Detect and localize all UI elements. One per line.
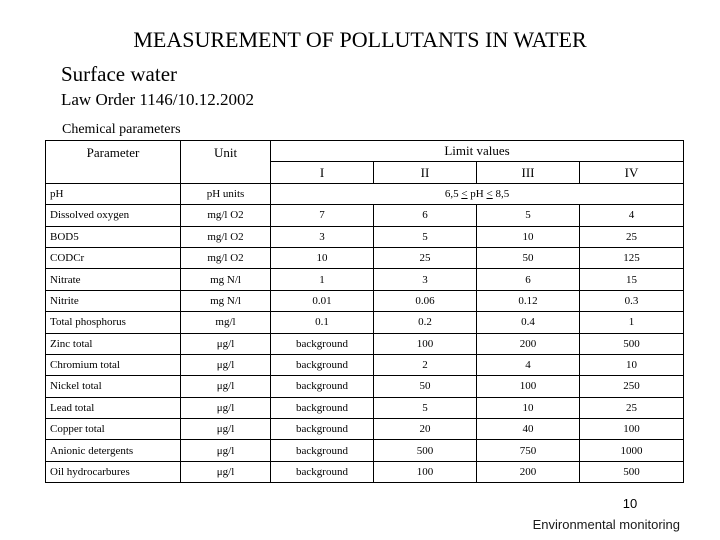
cell-limit-value: 15 <box>580 269 684 290</box>
cell-parameter: BOD5 <box>46 226 181 247</box>
cell-limit-value: 200 <box>477 461 580 482</box>
cell-limit-value: 750 <box>477 440 580 461</box>
table-row <box>46 205 684 226</box>
cell-limit-value: 0.01 <box>271 290 374 311</box>
cell-limit-value: 0.1 <box>271 312 374 333</box>
section-label: Chemical parameters <box>62 122 181 137</box>
table-row <box>46 419 684 440</box>
cell-limit-value: 2 <box>374 354 477 375</box>
table-row <box>46 290 684 311</box>
cell-limit-value: 200 <box>477 333 580 354</box>
footer-label: Environmental monitoring <box>532 517 680 532</box>
cell-limit-value: 25 <box>580 397 684 418</box>
cell-limit-value: 500 <box>580 333 684 354</box>
header-unit: Unit <box>181 141 271 184</box>
cell-limit-value: 1 <box>271 269 374 290</box>
cell-limit-value: 6 <box>477 269 580 290</box>
cell-parameter: Copper total <box>46 419 181 440</box>
cell-unit: μg/l <box>181 419 271 440</box>
cell-limit-value: 4 <box>477 354 580 375</box>
cell-limit-value: background <box>271 376 374 397</box>
header-limit-values: Limit values <box>271 141 684 162</box>
table-row <box>46 226 684 247</box>
cell-unit: mg N/l <box>181 269 271 290</box>
cell-limit-value: 10 <box>477 397 580 418</box>
cell-parameter: Nitrate <box>46 269 181 290</box>
cell-limit-value: 1000 <box>580 440 684 461</box>
cell-limit-value: 50 <box>374 376 477 397</box>
cell-parameter: Total phosphorus <box>46 312 181 333</box>
cell-unit: μg/l <box>181 354 271 375</box>
cell-limit-value: 0.2 <box>374 312 477 333</box>
cell-limit-value: 5 <box>374 226 477 247</box>
page-number: 10 <box>622 496 638 511</box>
cell-parameter: Zinc total <box>46 333 181 354</box>
table-row <box>46 440 684 461</box>
cell-limit-value: 100 <box>477 376 580 397</box>
cell-unit: μg/l <box>181 440 271 461</box>
law-reference: Law Order 1146/10.12.2002 <box>61 90 254 109</box>
limit-values-table <box>45 140 684 483</box>
cell-unit: mg N/l <box>181 290 271 311</box>
table-row <box>46 397 684 418</box>
cell-limit-value: 40 <box>477 419 580 440</box>
cell-limit-value: 4 <box>580 205 684 226</box>
cell-limit-value: 20 <box>374 419 477 440</box>
cell-limit-value: 100 <box>374 461 477 482</box>
cell-parameter: Dissolved oxygen <box>46 205 181 226</box>
cell-limit-value: 50 <box>477 247 580 268</box>
cell-limit-value: 7 <box>271 205 374 226</box>
cell-limit-value: 0.4 <box>477 312 580 333</box>
cell-unit: μg/l <box>181 461 271 482</box>
header-class-i: I <box>271 162 374 183</box>
cell-limit-value: 25 <box>374 247 477 268</box>
slide-subtitle: Surface water <box>61 62 178 86</box>
slide-title: MEASUREMENT OF POLLUTANTS IN WATER <box>133 27 587 52</box>
header-class-iii: III <box>477 162 580 183</box>
ph-range-prefix: 6,5 <box>444 187 462 200</box>
table-row <box>46 247 684 268</box>
ph-range-suffix: 8,5 <box>492 187 510 200</box>
cell-parameter: Oil hydrocarbures <box>46 461 181 482</box>
cell-limit-value: 0.12 <box>477 290 580 311</box>
cell-limit-value: 1 <box>580 312 684 333</box>
cell-limit-value: 3 <box>271 226 374 247</box>
cell-ph-range <box>271 183 684 204</box>
cell-limit-value: 6 <box>374 205 477 226</box>
cell-parameter: pH <box>46 183 181 204</box>
cell-unit: μg/l <box>181 376 271 397</box>
cell-limit-value: 10 <box>477 226 580 247</box>
ph-le-symbol-1: < <box>461 187 468 200</box>
cell-limit-value: 0.06 <box>374 290 477 311</box>
table-row <box>46 269 684 290</box>
cell-limit-value: 3 <box>374 269 477 290</box>
cell-limit-value: background <box>271 461 374 482</box>
cell-limit-value: 500 <box>580 461 684 482</box>
cell-limit-value: background <box>271 440 374 461</box>
ph-range-mid: pH <box>467 187 487 200</box>
cell-limit-value: 25 <box>580 226 684 247</box>
cell-limit-value: background <box>271 354 374 375</box>
cell-limit-value: 0.3 <box>580 290 684 311</box>
cell-limit-value: 500 <box>374 440 477 461</box>
table-row <box>46 354 684 375</box>
cell-limit-value: 5 <box>374 397 477 418</box>
cell-unit: mg/l O2 <box>181 247 271 268</box>
cell-parameter: CODCr <box>46 247 181 268</box>
cell-parameter: Lead total <box>46 397 181 418</box>
cell-unit: mg/l O2 <box>181 205 271 226</box>
cell-limit-value: 10 <box>580 354 684 375</box>
cell-parameter: Nickel total <box>46 376 181 397</box>
header-parameter: Parameter <box>46 141 181 184</box>
cell-unit: pH units <box>181 183 271 204</box>
cell-limit-value: 100 <box>374 333 477 354</box>
cell-limit-value: background <box>271 419 374 440</box>
cell-limit-value: background <box>271 397 374 418</box>
table-header-row <box>46 141 684 162</box>
cell-unit: mg/l <box>181 312 271 333</box>
cell-parameter: Chromium total <box>46 354 181 375</box>
cell-limit-value: 5 <box>477 205 580 226</box>
cell-limit-value: background <box>271 333 374 354</box>
ph-le-symbol-2: < <box>486 187 493 200</box>
cell-limit-value: 250 <box>580 376 684 397</box>
header-class-iv: IV <box>580 162 684 183</box>
table-row <box>46 312 684 333</box>
cell-parameter: Anionic detergents <box>46 440 181 461</box>
table-row <box>46 333 684 354</box>
cell-limit-value: 125 <box>580 247 684 268</box>
cell-unit: mg/l O2 <box>181 226 271 247</box>
table-row <box>46 461 684 482</box>
header-class-ii: II <box>374 162 477 183</box>
cell-limit-value: 10 <box>271 247 374 268</box>
table-row-ph <box>46 183 684 204</box>
cell-parameter: Nitrite <box>46 290 181 311</box>
cell-limit-value: 100 <box>580 419 684 440</box>
cell-unit: μg/l <box>181 333 271 354</box>
cell-unit: μg/l <box>181 397 271 418</box>
table-row <box>46 376 684 397</box>
